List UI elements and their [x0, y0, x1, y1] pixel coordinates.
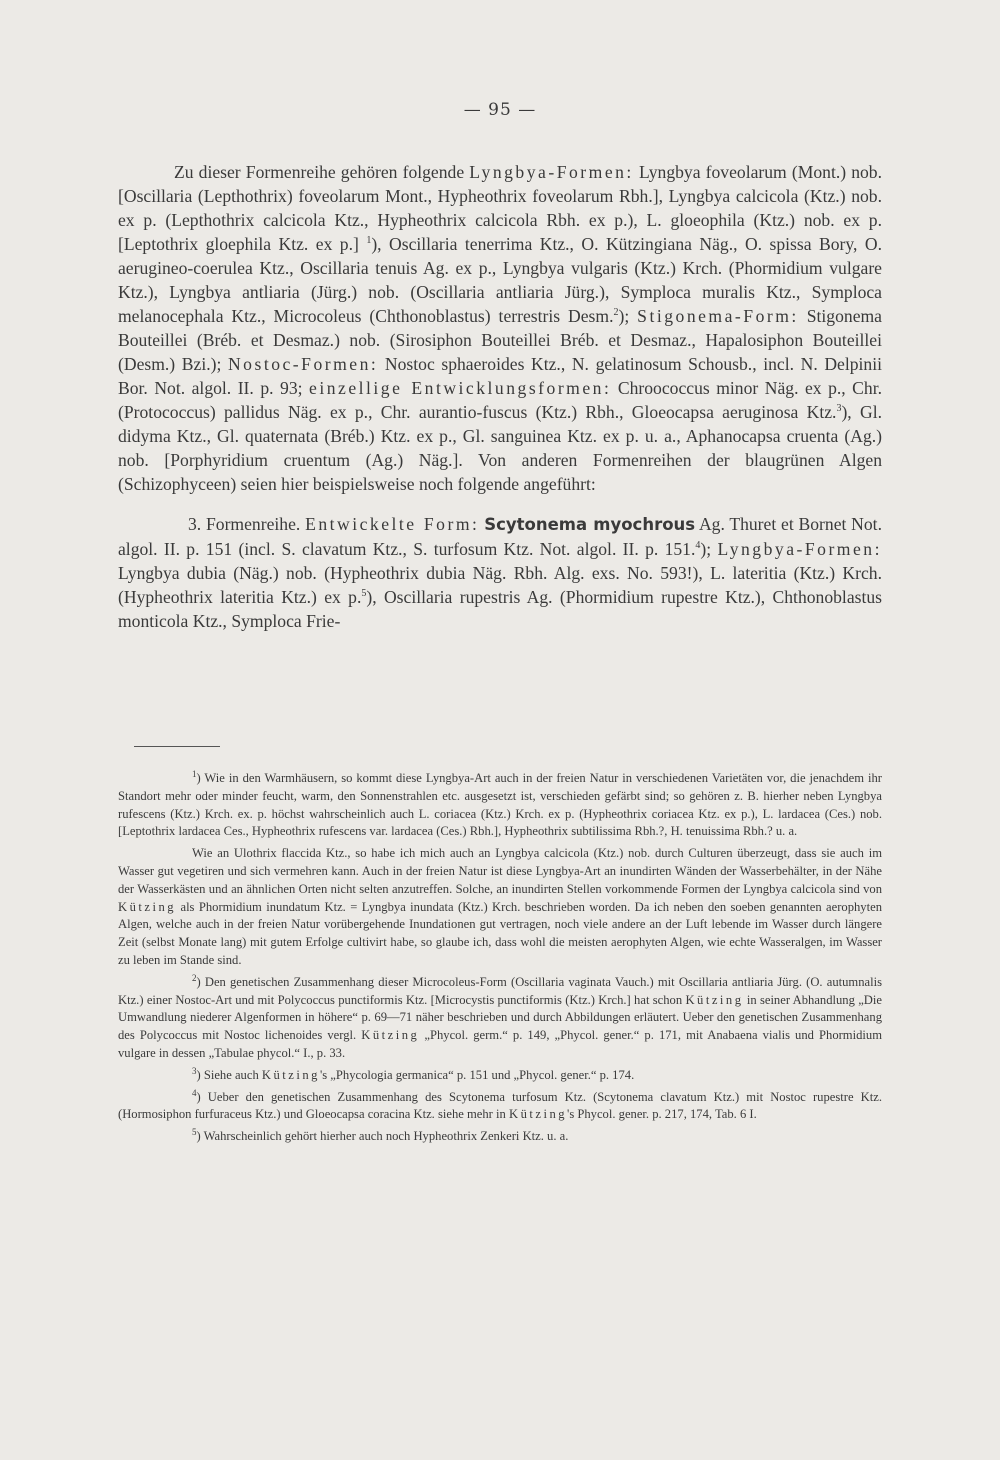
text-run: Lyngbya foveolarum (Mont.) nob. [Oscillaria (Lepthothrix) foveolarum Mont., Hypheothrix foveolarum Rbh.], Lyngbya calcicola (Ktz.) nob. ex p. (Lepthothrix calcicola Ktz., Hypheothrix calcicola Rbh. ex p.), L. gloeophila (Ktz.) nob. ex p. [Leptothrix gloephila Ktz. ex p.]: [118, 162, 882, 254]
footnote-text: 's „Phycologia germanica“ p. 151 und „Phycol. gener.“ p. 174.: [319, 1067, 635, 1082]
footnote-text: ) Ueber den genetischen Zusammenhang des Scytonema turfosum Ktz. (Scytonema clavatum Ktz.) mit Nostoc rupestre Ktz. (Hormosiphon furfuraceus Ktz.) und Gloeocapsa coracina Ktz. siehe mehr in: [118, 1089, 882, 1122]
footnote-text: als Phormidium inundatum Ktz. = Lyngbya inundata (Ktz.) Krch. beschrieben worden. Da ich neben den soeben genannten aerophyten Algen, welche auch in der freien Natur vorübergehende Inundationen gut vertragen, noch viele andere an der Luft lebende im Wasser durch längere Zeit (selbst Monate lang) mit gutem Erfolge cultivirt habe, so glaube ich, dass wohl die meisten aerophyten Algen, wie echte Wasseralgen, im Wasser zu leben im Stande sind.: [118, 899, 882, 967]
spaced-heading: Entwickelte Form:: [305, 514, 480, 534]
footnote-ref: 1: [366, 235, 372, 247]
text-run: 3. Formenreihe.: [188, 514, 306, 534]
author-name: Kützing: [118, 899, 177, 914]
footnote-5: [118, 1128, 882, 1146]
footnote-1: [118, 770, 882, 841]
footnote-mark: 5: [192, 1126, 197, 1137]
footnote-text: ) Den genetischen Zusammenhang dieser Microcoleus-Form (Oscillaria vaginata Vauch.) mit Oscillaria antliaria Jürg. (O. autumnalis Ktz.) einer Nostoc-Art und mit Polycoccus punctiformis Ktz. [Microcystis punctiformis (Ktz.) Krch.] hat schon: [118, 974, 882, 1007]
spaced-heading: einzellige Entwicklungsformen:: [309, 378, 612, 398]
footnote-ref: 4: [695, 540, 701, 552]
footnote-text: „Phycol. germ.“ p. 149, „Phycol. gener.“ p. 171, mit Anabaena vialis und Phormidium vulgare in dessen „Tabulae phycol.“ I., p. 33.: [118, 1028, 882, 1060]
spaced-heading: Nostoc-Formen:: [227, 354, 379, 374]
footnote-ref: 2: [613, 307, 619, 319]
text-run: Chroococcus minor Näg. ex p., Chr. (Protococcus) pallidus Näg. ex p., Chr. aurantio-fuscus (Ktz.) Rbh., Gloeocapsa aeruginosa Ktz.: [118, 378, 882, 422]
footnote-text: 's Phycol. gener. p. 217, 174, Tab. 6 I.: [567, 1107, 757, 1122]
text-run: ), Oscillaria tenerrima Ktz., O. Kützingiana Näg., O. spissa Bory, O. aerugineo-coerulea Ktz., Oscillaria tenuis Ag. ex p., Lyngbya vulgaris (Ktz.) Krch. (Phormidium vulgare Ktz.), Lyngbya antliaria (Jürg.) nob. (Oscillaria antliaria Jürg.), Symploca muralis Ktz., Symploca melanocephala Ktz., Microcoleus (Chthonoblastus) terrestris Desm.: [118, 234, 882, 326]
spaced-heading: Stigonema-Form:: [637, 306, 799, 326]
text-run: );: [700, 539, 718, 559]
footnotes: [118, 770, 882, 1146]
footnote-text: Wie an Ulothrix flaccida Ktz., so habe ich mich auch an Lyngbya calcicola (Ktz.) nob. durch Culturen überzeugt, dass sie auch im Wasser gut vegetiren und sich vermehren kann. Auch in der freien Natur ist diese Lyngbya-Art an inundirten Wänden der Wasserbehälter, in der Nähe der Wasserkästen und an ähnlichen Orten nicht selten anzutreffen. Solche, an inundirten Stellen vorkommende Formen der Lyngbya calcicola sind von: [118, 846, 882, 896]
page-number: — 95 —: [463, 100, 537, 120]
footnote-text: ) Wie in den Warmhäusern, so kommt diese Lyngbya-Art auch in der freien Natur in verschiedenen Varietäten vor, die jenachdem ihr Standort mehr oder minder feucht, warm, den Sonnenstrahlen etc. ausgesetzt ist, verschieden gefärbt sind; so gehören z. B. hierher neben Lyngbya rufescens (Ktz.) Krch. ex. p. höchst wahrscheinlich auch L. coriacea (Ktz.) Krch. ex p. (Hypheothrix coriacea Ktz. ex p.), L. lardacea (Ces.) nob. [Leptothrix lardacea Ces., Hypheothrix rufescens var. lardacea (Ces.) Rbh.], Hypheothrix subtilissima Rbh.?, H. tenuissima Rbh.? u. a.: [118, 771, 882, 839]
footnote-1-continued: [118, 845, 882, 970]
text-run: Stigonema Bouteillei (Bréb. et Desmaz.) nob. (Sirosiphon Bouteillei Bréb. et Desmaz., Hapalosiphon Bouteillei (Desm.) Bzi.);: [118, 306, 882, 374]
footnote-mark: 1: [192, 768, 197, 779]
footnote-ref: 3: [836, 403, 842, 415]
text-run: Lyngbya dubia (Näg.) nob. (Hypheothrix dubia Näg. Rbh. Alg. exs. No. 593!), L. lateritia (Ktz.) Krch. (Hypheothrix lateritia Ktz.) ex p.: [118, 563, 882, 607]
author-name: Kützing: [685, 992, 744, 1007]
text-run: ), Gl. didyma Ktz., Gl. quaternata (Bréb.) Ktz. ex p., Gl. sanguinea Ktz. ex p. u. a., Aphanocapsa cruenta (Ag.) nob. [Porphyridium cruentum (Ag.) Näg.]. Von anderen Formenreihen der blaugrünen Algen (Schizophyceen) seien hier beispielsweise noch folgende angeführt:: [118, 402, 882, 494]
author-name: Kützing: [261, 1067, 320, 1082]
footnote-text: in seiner Abhandlung „Die Umwandlung niederer Algenformen in höhere“ p. 69—71 näher beschrieben und durch Abbildungen erläutert. Ueber den genetischen Zusammenhang des Polycoccus mit Nostoc lichenoides vergl.: [118, 992, 882, 1043]
spaced-heading: Lyngbya-Formen:: [717, 539, 882, 559]
text-run: Ag. Thuret et Bornet Not. algol. II. p. 151 (incl. S. clavatum Ktz., S. turfosum Ktz. Not. algol. II. p. 151.: [118, 514, 882, 559]
footnote-text: ) Wahrscheinlich gehört hierher auch noch Hypheothrix Zenkeri Ktz. u. a.: [196, 1129, 569, 1144]
paragraph-third-formenreihe: [118, 512, 882, 633]
footnote-mark: 4: [192, 1087, 197, 1098]
main-text: [118, 160, 882, 633]
footnote-ref: 5: [361, 588, 367, 600]
footnote-text: ) Siehe auch: [196, 1067, 262, 1082]
footnote-4: [118, 1089, 882, 1125]
footnote-3: [118, 1067, 882, 1085]
paragraph-formenreihe-list: [118, 160, 882, 496]
footnote-mark: 3: [192, 1065, 197, 1076]
footnote-mark: 2: [192, 972, 197, 983]
footnote-2: [118, 974, 882, 1063]
text-run: Nostoc sphaeroides Ktz., N. gelatinosum Schousb., incl. N. Delpinii Bor. Not. algol. II. p. 93;: [118, 354, 882, 398]
text-run: );: [618, 306, 638, 326]
footnote-divider: [134, 746, 220, 747]
text-run: ), Oscillaria rupestris Ag. (Phormidium rupestre Ktz.), Chthonoblastus monticola Ktz., Symploca Frie-: [118, 587, 883, 631]
author-name: Kützing: [508, 1107, 568, 1122]
text-run: Zu dieser Formenreihe gehören folgende: [174, 162, 470, 182]
spaced-heading: Lyngbya-Formen:: [469, 162, 634, 182]
author-name: Kützing: [361, 1028, 420, 1043]
species-name-bold: Scytonema myochrous: [484, 515, 696, 534]
